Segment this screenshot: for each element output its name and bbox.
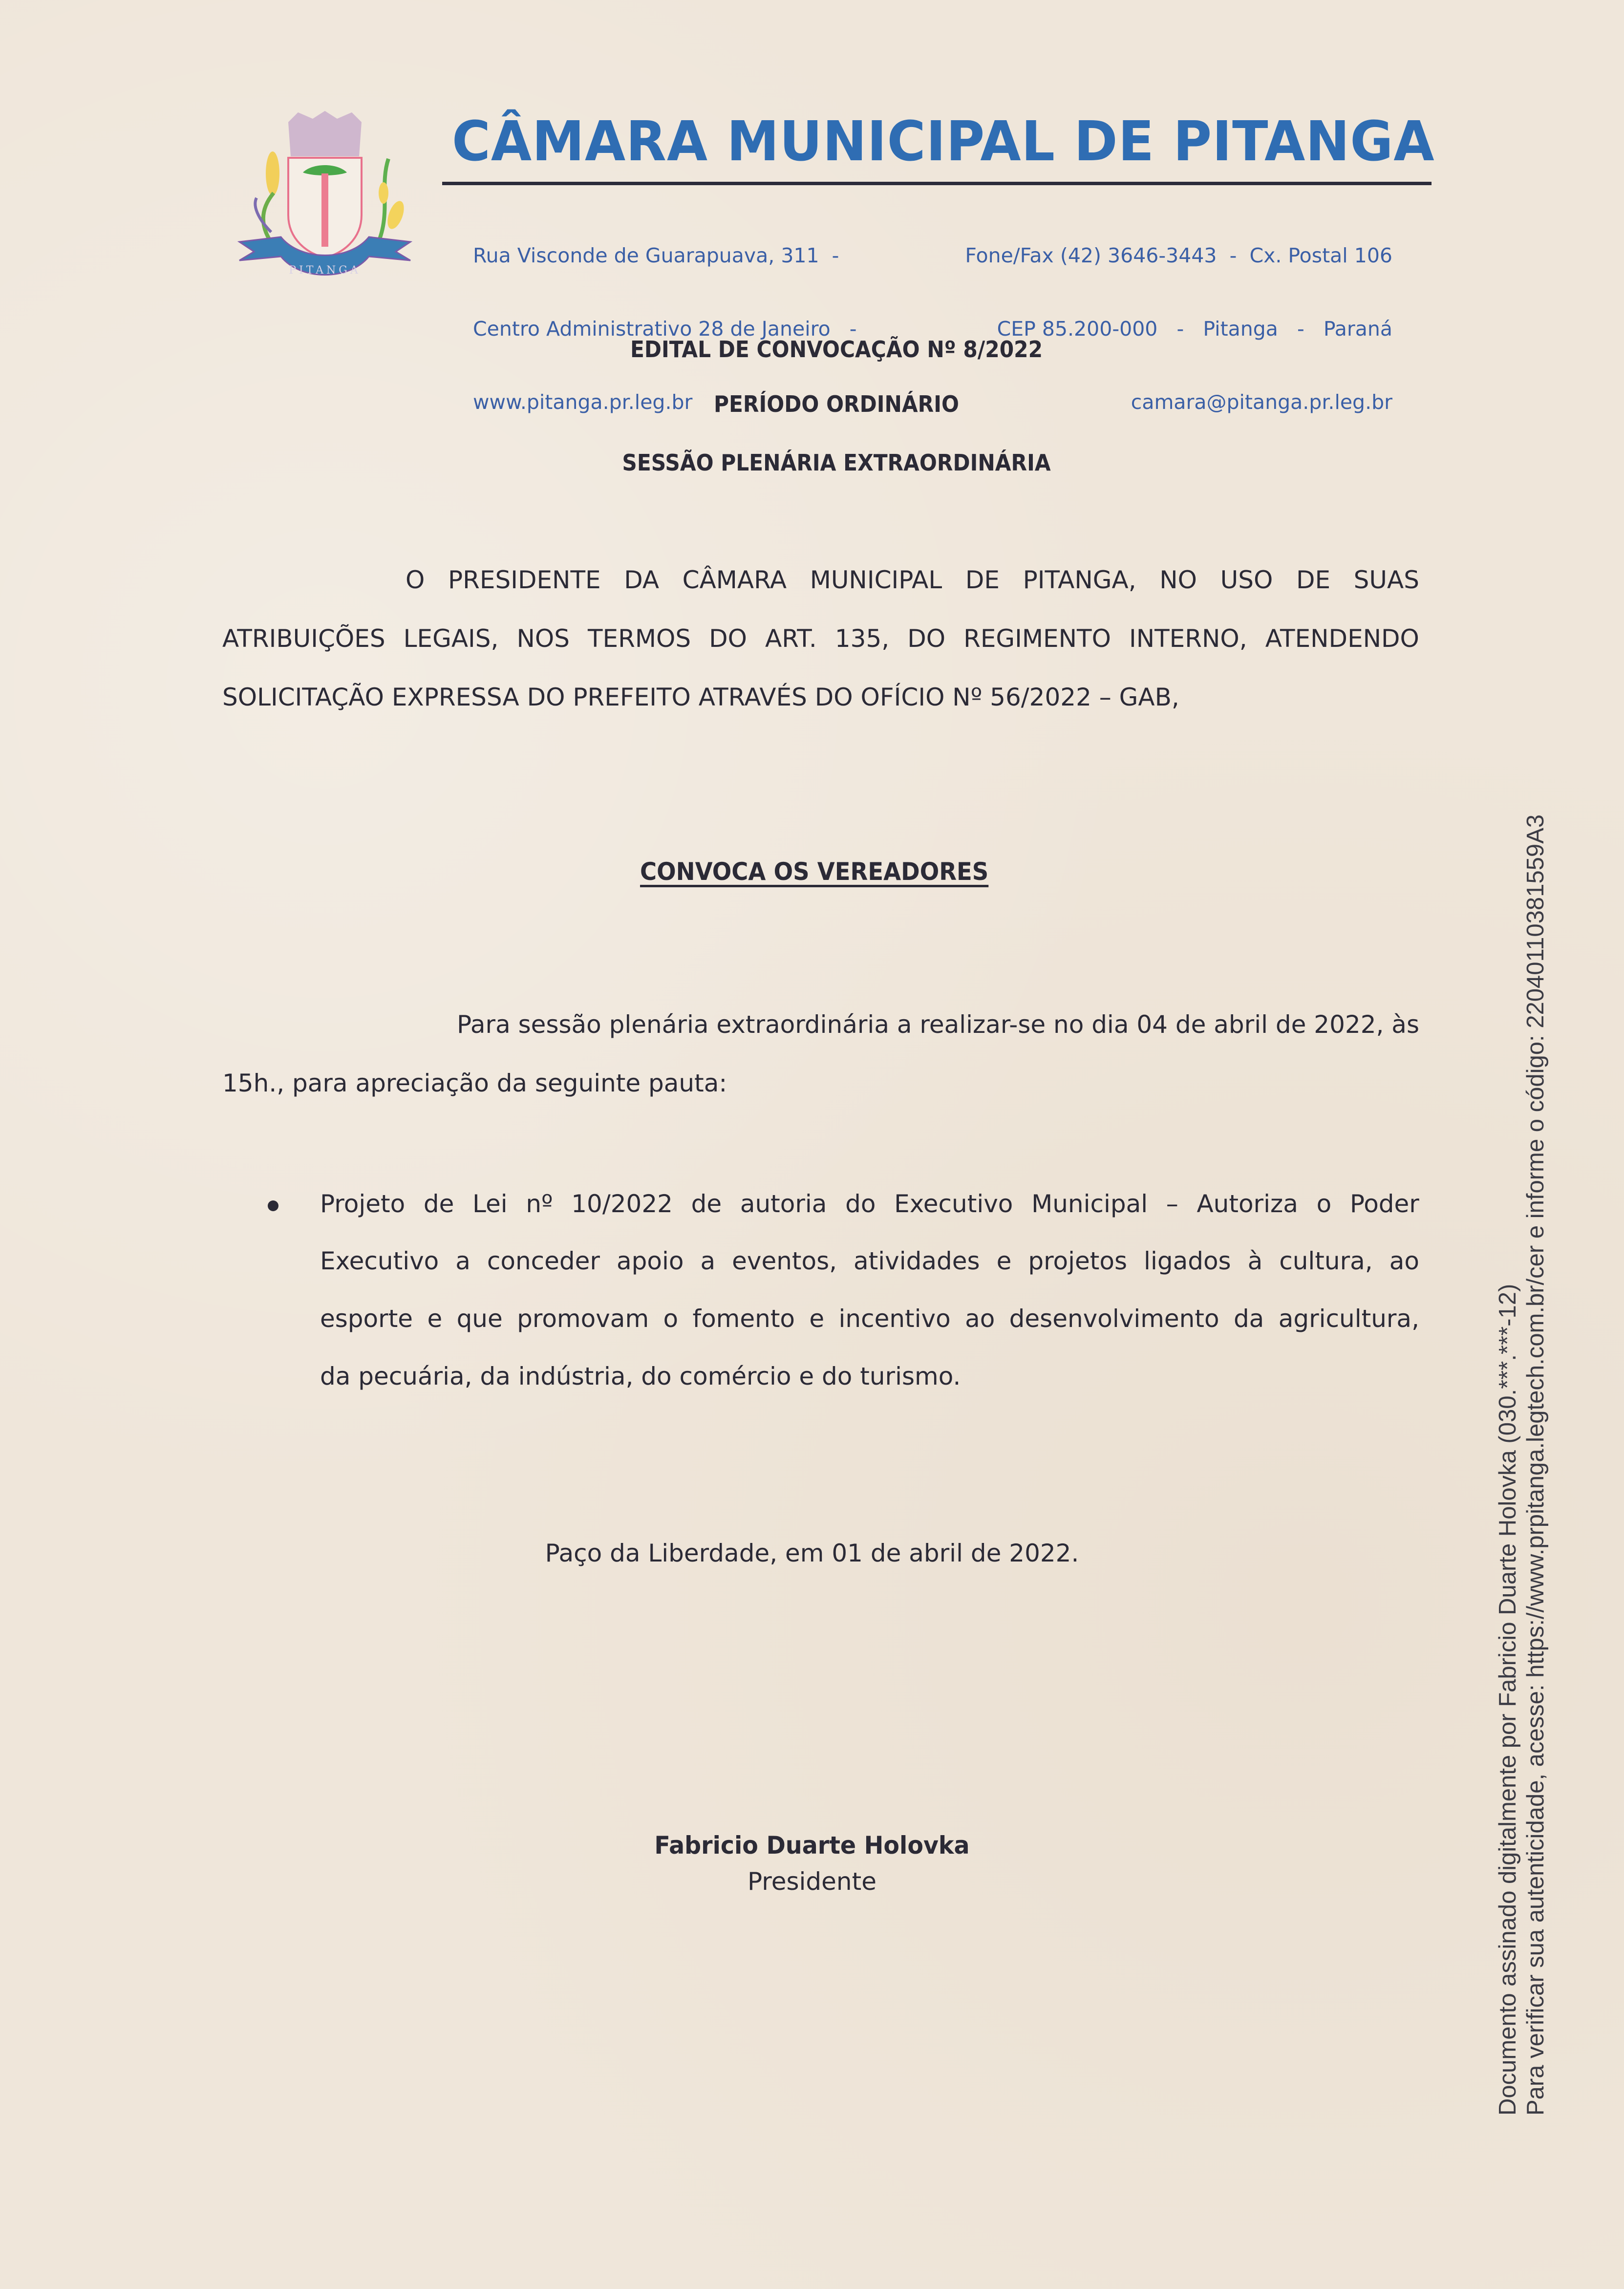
word: esporte [320,1305,413,1333]
word: USO [1220,566,1273,594]
word: ART. [765,624,817,653]
agenda-line-3 [320,1305,1419,1333]
word: da [1233,1305,1264,1333]
word: MUNICIPAL [810,566,942,594]
sessao-title: SESSÃO PLENÁRIA EXTRAORDINÁRIA [622,449,1051,476]
word: REGIMENTO [963,624,1111,653]
word: DE [965,566,1000,594]
word: eventos, [732,1247,837,1275]
word: cultura, [1279,1247,1373,1275]
verification-line[interactable]: Para verificar sua autenticidade, acesse: https://www.prpitanga.legtech.com.br/cer e informe o código: 22040110381559A3 [1522,814,1549,2116]
edital-title: EDITAL DE CONVOCAÇÃO Nº 8/2022 [630,336,1043,363]
bullet-icon [268,1200,278,1211]
word: o [663,1305,679,1333]
convoca-heading: CONVOCA OS VEREADORES [640,857,989,886]
preamble-line-2 [222,624,1419,653]
agenda-line-2 [320,1247,1419,1275]
word: NO [1159,566,1197,594]
word: desenvolvimento [1009,1305,1219,1333]
coat-of-arms-logo [227,105,423,300]
word: a [455,1247,470,1275]
periodo-title: PERÍODO ORDINÁRIO [713,391,960,417]
word: Autoriza [1197,1190,1298,1218]
word: DO [907,624,946,653]
word: TERMOS [587,624,691,653]
email-link[interactable]: camara@pitanga.pr.leg.br [1131,390,1392,414]
word: PITANGA, [1023,566,1136,594]
word: ao [965,1305,995,1333]
word: Executivo [320,1247,439,1275]
word: INTERNO, [1129,624,1247,653]
logo-ribbon-text: PITANGA [289,264,361,277]
word: Lei [472,1190,508,1218]
word: Municipal [1031,1190,1148,1218]
session-line-2: 15h., para apreciação da seguinte pauta: [222,1069,727,1097]
word: conceder [487,1247,600,1275]
preamble-line-3: SOLICITAÇÃO EXPRESSA DO PREFEITO ATRAVÉS DO OFÍCIO Nº 56/2022 – GAB, [222,683,1179,711]
word: e [809,1305,825,1333]
word: fomento [692,1305,795,1333]
agenda-line-4: da pecuária, da indústria, do comércio e do turismo. [320,1362,961,1391]
word: Poder [1349,1190,1419,1218]
address-street: Rua Visconde de Guarapuava, 311 - [473,244,839,267]
word: 10/2022 [571,1190,673,1218]
word: atividades [854,1247,980,1275]
website-link[interactable]: www.pitanga.pr.leg.br [473,390,693,414]
word: DO [709,624,747,653]
word: promovam [517,1305,649,1333]
signer-name: Fabricio Duarte Holovka [654,1831,970,1860]
organization-title: CÂMARA MUNICIPAL DE PITANGA [452,110,1435,173]
word: agricultura, [1278,1305,1419,1333]
word: ATENDENDO [1265,624,1419,653]
agenda-line-1 [320,1190,1419,1218]
word: de [691,1190,722,1218]
word: ATRIBUIÇÕES [222,624,385,653]
word: autoria [740,1190,827,1218]
word: – [1166,1190,1178,1218]
word: SUAS [1353,566,1419,594]
address-center: Centro Administrativo 28 de Janeiro - [473,317,857,341]
word: e [427,1305,443,1333]
word: e [996,1247,1012,1275]
word: incentivo [838,1305,951,1333]
word: nº [526,1190,553,1218]
word: DA [624,566,660,594]
word: projetos [1028,1247,1128,1275]
word: o [1316,1190,1332,1218]
word: que [456,1305,503,1333]
signer-role: Presidente [748,1867,876,1896]
word: Executivo [894,1190,1013,1218]
word: ao [1389,1247,1419,1275]
word: Projeto [320,1190,406,1218]
address-cep: CEP 85.200-000 - Pitanga - Paraná [997,317,1392,341]
word: PRESIDENTE [448,566,601,594]
digital-signature-line: Documento assinado digitalmente por Fabricio Duarte Holovka (030.***.***-12) [1495,1284,1521,2116]
word: ligados [1144,1247,1231,1275]
word: 135, [834,624,890,653]
header-divider [442,182,1432,185]
word: NOS [516,624,570,653]
closing-date: Paço da Liberdade, em 01 de abril de 2022. [545,1539,1079,1567]
preamble-line-1 [406,566,1419,594]
word: à [1247,1247,1263,1275]
word: DE [1296,566,1331,594]
word: apoio [617,1247,684,1275]
word: do [845,1190,876,1218]
session-line-1: Para sessão plenária extraordinária a realizar-se no dia 04 de abril de 2022, às [457,1010,1419,1039]
address-phone: Fone/Fax (42) 3646-3443 - Cx. Postal 106 [965,244,1392,267]
word: LEGAIS, [403,624,499,653]
word: de [423,1190,454,1218]
word: CÂMARA [682,566,787,594]
word: O [406,566,425,594]
word: a [700,1247,716,1275]
